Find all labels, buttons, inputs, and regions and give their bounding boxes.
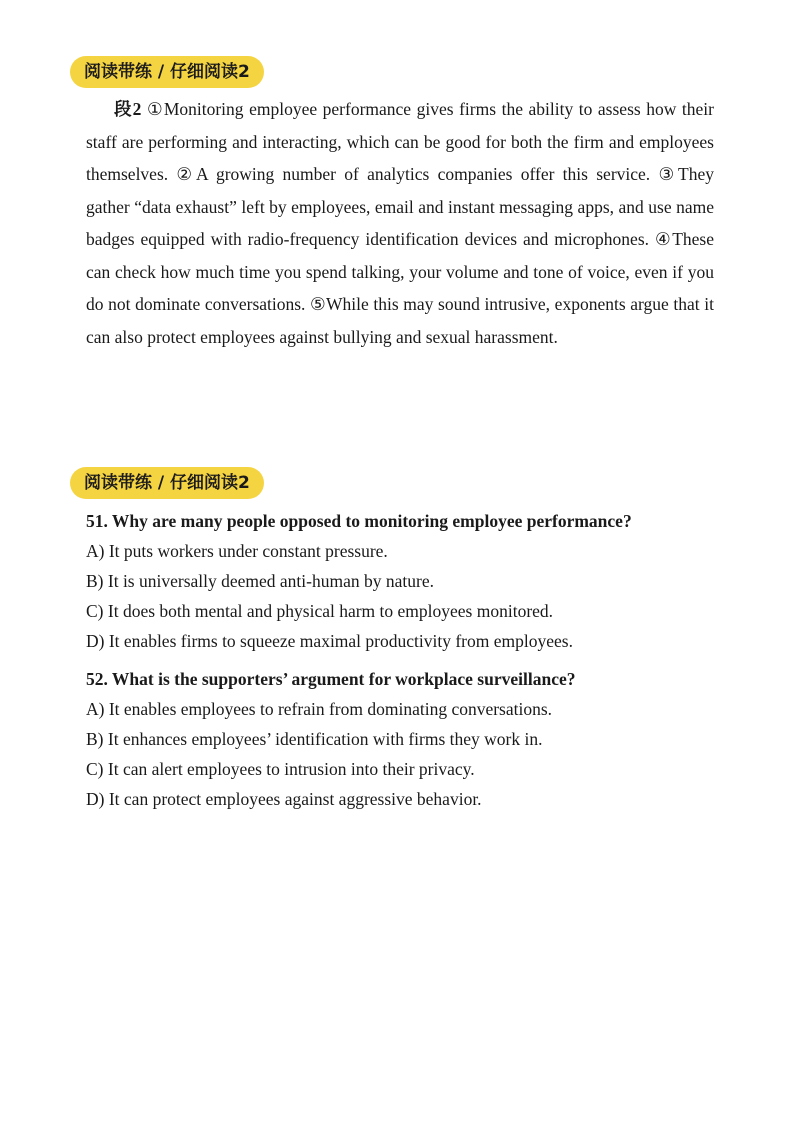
option-d: D) It enables firms to squeeze maximal productivity from employees. [86,631,573,651]
option-d: D) It can protect employees against aggressive behavior. [86,789,482,809]
paragraph-label: 段2 [114,99,142,119]
section-tag: 阅读带练 / 仔细阅读2 [70,56,264,88]
option-a: A) It puts workers under constant pressure. [86,541,388,561]
option-b: B) It enhances employees’ identification with firms they work in. [86,729,543,749]
question-51 [86,506,746,656]
paragraph-text: ①Monitoring employee performance gives firms the ability to assess how their staff are performing and interacting, which can be good for both the firm and employees themselves. ②A growing number of analytics companies offer this service. ③They gather “data exhaust” left by employees, email and instant messaging apps, and use name badges equipped with radio-frequency identification devices and microphones. ④These can check how much time you spend talking, your volume and tone of voice, even if you do not dominate conversations. ⑤While this may sound intrusive, exponents argue that it can also protect employees against bullying and sexual harassment. [86,99,714,347]
question-title: 51. Why are many people opposed to monitoring employee performance? [86,511,632,531]
option-c: C) It does both mental and physical harm to employees monitored. [86,601,554,621]
section-tag: 阅读带练 / 仔细阅读2 [70,467,264,499]
question-title: 52. What is the supporters’ argument for workplace surveillance? [86,669,576,689]
option-b: B) It is universally deemed anti-human by nature. [86,571,434,591]
question-52 [86,664,746,814]
option-a: A) It enables employees to refrain from dominating conversations. [86,699,553,719]
reading-paragraph [86,93,714,353]
option-c: C) It can alert employees to intrusion into their privacy. [86,759,475,779]
